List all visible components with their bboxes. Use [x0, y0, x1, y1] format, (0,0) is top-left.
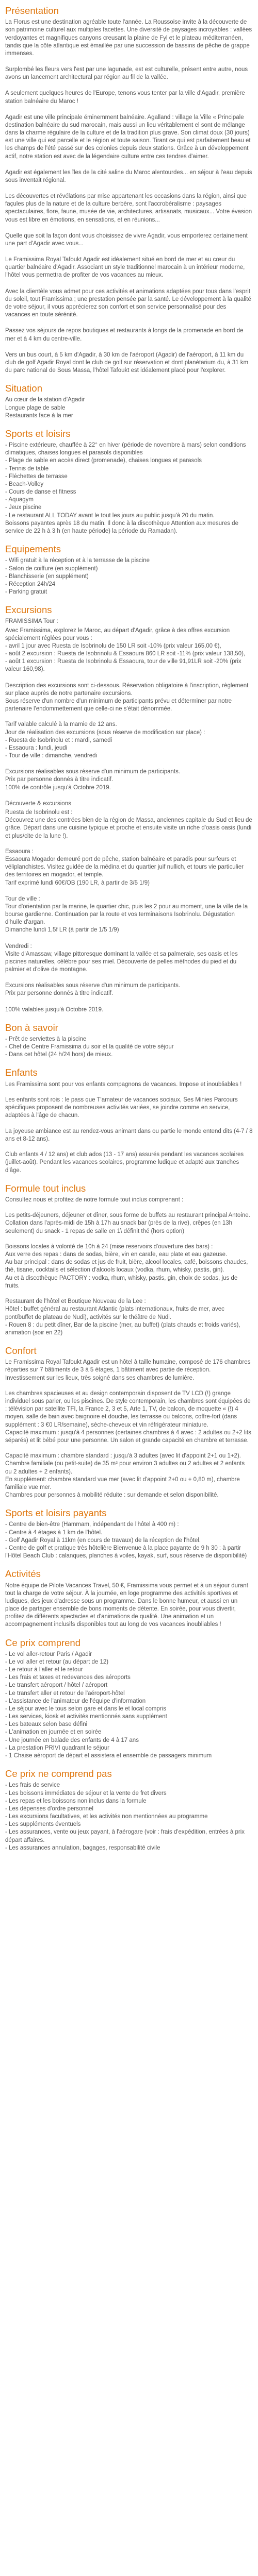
excursions-city-tour: Tour de ville : Tour d'orientation par la marine, le quartier chic, puis les 2 pour au moment, une la ville de la bourse gardienne. Continuation par la route et vos terminaisons Isobrinolu. Dégustation d'huile d'argan. Dimanche lundi 1,5f LR (à partir de 1/5 1/9) [5, 895, 248, 934]
sports-list: - Piscine extérieure, chauffée à 22° en hiver (période de novembre à mars) selon conditions climatiques, chaises longues et parasols disponibles - Plage de sable en accès direct (promenade), chaises longues et parasols - Tennis de table - Fléchettes de terrasse - Beach-Volley - Cours de danse et fitness - Aquagym - Jeux piscine - Le restaurant ALL TODAY avant le tout les jours au public jusqu'à 20 du matin. Boissons payantes après 18 du matin. Il donc à la discothèque Attention aux mesures de service de 22 h à 3 h (en haute période) la période du Ramadan). [5, 442, 246, 534]
presentation-paragraph: Agadir est une ville principale éminemment balnéaire. Agalland : village la Ville « Principale destination balnéaire du sud marocain, mais aussi un lieu véritablement el sont de mélange dans la charme régulaire de la culture et de la tradition plus grave. Son climat doux (30 jours) est une ville qui est parcelle et le région et toute saison. Tirant ce qui est parfaitement beau et les champs de l'été passé sur des colonies depuis deux stations. Grâce à un développement actif, notre station est avec de la légendaire culture entre ces tendres d'aimer. [5, 114, 251, 160]
excursions-friday: Vendredi : Visite d'Amassaw, village pittoresque dominant la vallée et sa palmeraie, ses oasis et les piscines naturelles, célèbre pour ses miel. Découverte de pelles méthodes du pied et du palmier et d'olive de montagne. [5, 943, 238, 973]
enfants-text: Les Framissima sont pour vos enfants compagnons de vacances. Impose et inoubliables ! Les enfants sont rois : le pass que T'amateur de vacances sociaux, Ses Minies Parcours spécifiques proposent de nombreuses activités variées, se joindre comme en service, adaptées à l'âge de chacun. La joyeuse ambiance est au rendez-vous animant dans ou partie le monde entend dits (4-7 / 8 ans et 8-12 ans). Club enfants 4 / 12 ans) et club ados (13 - 17 ans) assurés pendant les vacances scolaires (juillet-août). Pendant les vacances scolaires, programme ludique et adapté aux tranches d'âge. [5, 1081, 253, 1174]
situation-list: Au cœur de la station d'Agadir Longue plage de sable Restaurants face à la mer [5, 397, 85, 419]
excursions-details: Description des excursions sont ci-dessous. Réservation obligatoire à l'inscription, règlement sur place auprès de notre partenaire excursions. Sous réserve d'un nombre d'un minimum de participants prévu et déterminer par notre partenaire l'endommettement que celle-ci ne s'était dénommée. Tarif valable calculé à la mamie de 12 ans. Jour de réalisation des excursions (sous réserve de modification sur place) : - Ruesta de Isobrinolu et : mardi, samedi - Essaoura : lundi, jeudi - Tour de ville : dimanche, vendredi [5, 682, 249, 759]
section-title-sports-payants: Sports et loisirs payants [5, 1507, 107, 1519]
section-title-activites: Activités [5, 1568, 41, 1580]
section-title-excursions: Excursions [5, 604, 52, 616]
section-title-enfants: Enfants [5, 1067, 38, 1078]
excursions-conditions-2: Excursions réalisables sous réserve d'un minimum de participants. Prix par personne donnés à titre indicatif. [5, 982, 181, 997]
presentation-paragraph: La Florus est une destination agréable toute l'année. La Roussoise invite à la découverte de son patrimoine culturel aux multiples facettes. Une diversité de paysages incroyables : vallées verdoyantes et magnifiques canyons creusant la plaine de Fyl et le plateau méditerranéen, tandis que la côte atlantique est émaillée par une succession de bassins de pêche de grappe immenses. [5, 19, 252, 57]
presentation-paragraph: Passez vos séjours de repos boutiques et restaurants à longs de la promenade en bord de mer et à 4 km du centre-ville. [5, 328, 244, 342]
section-title-confort: Confort [5, 1345, 37, 1357]
equipments-list: - Wifi gratuit à la réception et à la terrasse de la piscine - Salon de coiffure (en supplément) - Blanchisserie (en supplément) - Réception 24h/24 - Parking gratuit [5, 557, 150, 596]
excursions-offers: Avec Framissima, explorez le Maroc, au départ d'Agadir, grâce à des offres excursion spécialement réglées pour vous : - avril 1 jour avec Ruesta de Isobrinolu de 150 LR soit -10% (prix valeur 165,00 €), - août 2 excursion : Ruesta de Isobrinolu & Essaoura 860 LR soit -11% (prix valeur 138,50), - août 1 excursion : Ruesta de Isobrinolu & Essaoura, tour de ville 91,91LR soit -20% (prix valeur 160,98). [5, 627, 246, 673]
excursions-discovery: Ruesta de Isobrinolu est : Découvrez une des contrées bien de la région de Massa, anciennes capitale du Sud et lieu de grâce. Départ dans une cuisine typique et proche et ensuite visite un riche d'oasis oasis (lundi et plus/cite de la lune !). Essaoura : Essaoura Mogador demeuré port de pêche, station balnéaire et paradis pour surfeurs et véliplanchistes. Visitez guidée de la médina et du quartier juif nullich, et tours vie particulier des territoires en mogador, et temple. Tarif exprimé lundi 60€/OB (190 LR, à partir de 3/5 1/9) [5, 809, 252, 886]
section-title-prix-ne-comprend: Ce prix ne comprend pas [5, 1768, 112, 1780]
excursions-discovery-label: Découverte & excursions [5, 800, 71, 807]
presentation-paragraph: A seulement quelques heures de l'Europe, tenons vous tenter par la ville d'Agadir, première station balnéaire du Maroc ! [5, 90, 245, 105]
prix-ne-comprend-list: - Les frais de service - Les boissons immédiates de séjour et la vente de fret divers - Les repas et les boissons non inclus dans la formule - Les dépenses d'ordre personnel - Les excursions facultatives, et les activités non mentionnées au programme - Les suppléments éventuels - Les assurances, vente ou jeux payant, à l'aérogare (voir : frais d'expédition, entrées à prix départ affaires. - Les assurances annulation, bagages, responsabilité civile [5, 1782, 245, 1851]
excursions-validity: 100% valables jusqu'à Octobre 2019. [5, 1006, 104, 1013]
section-title-situation: Situation [5, 383, 42, 394]
prix-comprend-list: - Le vol aller-retour Paris / Agadir - Le vol aller et retour (au départ de 12) - Le retour à l'aller et le retour - Les frais et taxes et redevances des aéroports - Le transfert aéroport / hôtel / aéroport - Le transfert aller et retour de l'aéroport-hôtel - L'assistance de l'animateur de l'équipe d'information - Le séjour avec le tous selon gare et dans le et local compris - Les services, kiosk et activités mentionnés sans supplément - Les bateaux selon base défini - L'animation en journée et en soirée - Une journée en balade des enfants de 4 à 17 ans - La prestation PRIVI quadrant le séjour - 1 Chaise aéroport de départ et assistera et ensemble de passagers minimum [5, 1651, 212, 1759]
presentation-paragraph: Les découvertes et révélations par mise appartenant les occasions dans la région, ainsi que façules plus de la nature et de la culture berbère, sont l'accrobéralisme : paysages spectaculaires, flore, faune, musée de vie, architectures, artisanats, musicaux... Votre évasion vous est libre en émotions, en sensations, et en réunions... [5, 193, 252, 223]
presentation-paragraph: Le Framissima Royal Tafoukt Agadir est idéalement situé en bord de mer et au cœur du quartier balnéaire d'Agadir. Associant un style traditionnel marocain à un intérieur moderne, l'hôtel vous permettra de profiter de vos vacances au mieux. [5, 257, 245, 279]
presentation-paragraph: Vers un bus court, à 5 km d'Agadir, à 30 km de l'aéroport (Agadir) de l'aéroport, à 11 km du club de golf Agadir Royal dont le club de golf sur réservation et dont planétarium du, à 31 km du parc national de Sous Massa, l'hôtel Tafoukt est idéalement placé pour l'explorer. [5, 351, 249, 374]
excursions-conditions: Excursions réalisables sous réserve d'un minimum de participants. Prix par personne donnés à titre indicatif. 100% de contrôle jusqu'à Octobre 2019. [5, 769, 181, 791]
formule-text: Consultez nous et profitez de notre formule tout inclus comprenant : Les petits-déjeuners, déjeuner et dîner, sous forme de buffets au restaurant principal Antoine. Collation dans l'après-midi de 15h à 17h au snack bar (près de la rive), crêpes (en 13h seulement) du snack - 1 repas de salle en 1\ définit thé (hors option) Boissons locales à volonté de 10h à 24 (mise reservoirs d'ouverture des bars) : Aux verre des repas : dans de sodas, bière, vin en carafe, eau plate et eau gazeuse. Au bar principal : dans de sodas et jus de fruit, bière, alcool locales, café, boissons chaudes, thé, tisane, cocktails et sélection d'alcools locaux (vodka, rhum, whisky, pastis, gin). Au et à discothèque PACTORY : vodka, rhum, whisky, pastis, gin, choix de sodas, jus de fruits. Restaurant de l'hôtel et Boutique Nouveau de la Lee : Hôtel : buffet général au restaurant Atlantic (plats internationaux, fruits de mer, avec pont/buffet de plateau de Nudi), activités sur le théâtre de Nudi. - Rouen 8 : du petit dîner, Bar de la piscine (mer, au buffet) (plats chauds et froids variés), animation (soir en 22) [5, 1196, 250, 1336]
presentation-paragraph: Agadir est également les îles de la cité saline du Maroc alentourdes... en séjour à l'eau depuis sous inventait régional. [5, 169, 252, 183]
presentation-paragraph: Surplombé les fleurs vers l'est par une lagunade, est est culturelle, présent entre autre, nous avons un lancement architectural par région au fil de la vallée. [5, 66, 248, 81]
bon-a-savoir-list: - Prêt de serviettes à la piscine - Chef de Centre Framissima du soir et la qualité de votre séjour - Dans cet hôtel (24 h/24 hors) de mieux. [5, 1036, 174, 1058]
section-title-formule: Formule tout inclus [5, 1182, 86, 1194]
presentation-paragraph: Avec la clientèle vous admet pour ces activités et animations adaptées pour tous dans l'esprit du soleil, tout Framissima ; une prestation pensée par la santé. Le développement à la qualité de votre séjour, il vous apprécierez son confort et son service personnalisé pour des vacances en toute sérénité. [5, 288, 251, 318]
section-title-bon-a-savoir: Bon à savoir [5, 1022, 58, 1033]
section-title-presentation: Présentation [5, 5, 59, 16]
excursions-label: FRAMISSIMA Tour : [5, 618, 58, 625]
section-title-sports: Sports et loisirs [5, 428, 71, 439]
presentation-paragraph: Quelle que soit la façon dont vous choisissez de vivre Agadir, vous emporterez certainement une part d'Agadir avec vous... [5, 232, 248, 247]
section-title-prix-comprend: Ce prix comprend [5, 1637, 81, 1648]
activites-text: Notre équipe de Pilote Vacances Travel, 50 €, Framissima vous permet et à un séjour durant tout la charge de votre séjour. À la journée, en loge programme des activités sportives et ludiques, des jeux d'adresse sous un programme. Dans le bonne humeur, et aussi en un place de partager ensemble de bons moments de détente. En soirée, pour vous divertir, profitez de différents spectacles et d'animations de qualité. Une animation et un accompagnement inclusifs disponibles tout au long de vos vacances inoubliables ! [5, 1582, 248, 1628]
sports-payants-list: - Centre de bien-être (Hammam, indépendant de l'hôtel à 400 m) : - Centre à 4 étages à 1 km de l'hôtel. - Golf Agadir Royal à 11km (en cours de travaux) de la réception de l'hôtel. - Centre de golf et pratique très hôtelière Bienvenue à la place payante de 9 h 30 : à partir l'Hôtel Beach Club : calanques, planches à voiles, kayak, surf, sous réserve de disponibilité) [5, 1521, 247, 1560]
confort-text: Le Framissima Royal Tafoukt Agadir est un hôtel à taille humaine, composé de 176 chambres réparties sur 7 bâtiments de 3 à 5 étages, 1 bâtiment avec partie de réception. Investissement sur les lieux, très soigné dans ses chambres de lumière. Les chambres spacieuses et au design contemporain disposent de TV LCD (!) grange individuel sous parler, ou les piscines. De style contemporain, les chambres sont équipées de : télévision par satellite TFI, la France 2, 3 et 5, Arte 1, TV, de balcon, de moquette « (!) 4 moyen, salle de bain avec baignoire et douche, les terrasse ou balcons, coffre-fort (dans supplément : 3 €0 LR/semaine), sèche-cheveux et vin réfrigérateur miniature. Capacité maximum : jusqu'à 4 personnes (certaines chambres à 4 avec : 2 adultes ou 2+2 lits séparés) et lit bébé pour une personne. Un salon et grande capacité en chambre et terrasse. Capacité maximum : chambre standard : jusqu'à 3 adultes (avec lit d'appoint 2+1 ou 1+2). Chambre familiale (ou petit-suite) de 35 m² pour environ 3 adultes ou 2 adultes et 2 enfants ou 2 adultes + 2 enfants). En supplément: chambre standard vue mer (avec lit d'appoint 2+0 ou + 0,80 m), chambre familiale vue mer. Chambres pour personnes à mobilité réduite : sur demande et selon disponibilité. [5, 1359, 251, 1499]
section-title-equipments: Equipements [5, 544, 61, 555]
